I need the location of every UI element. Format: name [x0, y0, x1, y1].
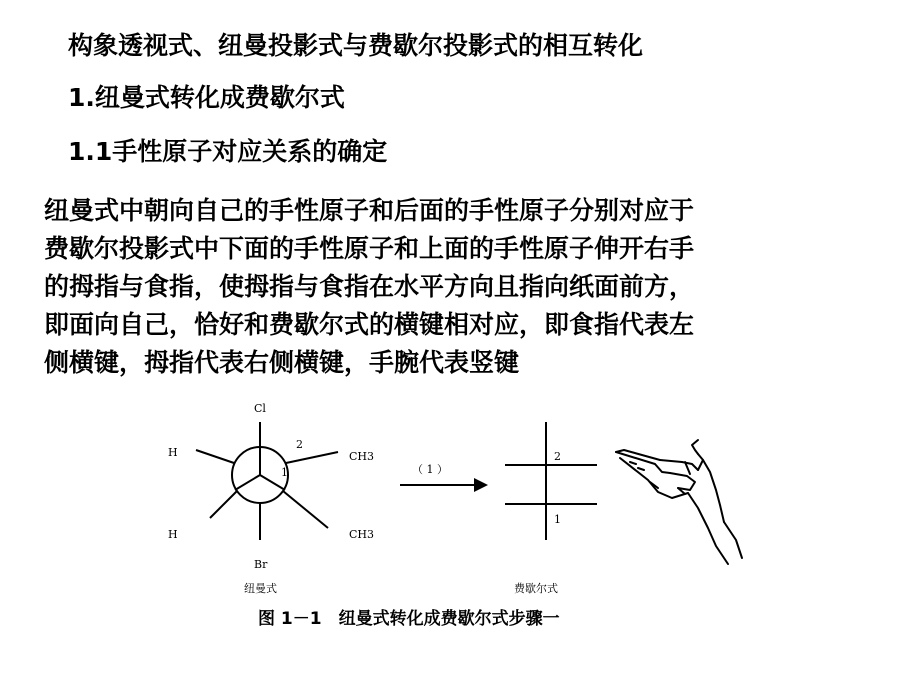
newman-upper-left-group: H	[168, 446, 178, 459]
body-line: 侧横键，拇指代表右侧横键，手腕代表竖键	[44, 348, 520, 377]
section-heading-1: 1.纽曼式转化成费歇尔式	[68, 83, 345, 112]
newman-front-atom-label: 1	[281, 466, 288, 479]
newman-lower-right-group: CH3	[349, 528, 375, 541]
newman-caption: 纽曼式	[244, 582, 277, 595]
fischer-caption: 费歇尔式	[514, 582, 558, 595]
newman-projection	[196, 422, 338, 540]
section-heading-1-1: 1.1手性原子对应关系的确定	[68, 137, 388, 166]
fischer-top-atom-label: 2	[554, 450, 561, 463]
fischer-bottom-atom-label: 1	[554, 513, 561, 526]
body-line: 的拇指与食指，使拇指与食指在水平方向且指向纸面前方，	[44, 272, 695, 301]
figure-caption: 图 1－1 纽曼式转化成费歇尔式步骤一	[258, 609, 560, 629]
body-line: 纽曼式中朝向自己的手性原子和后面的手性原子分别对应于	[44, 196, 695, 225]
front-bond-lower-left	[235, 475, 260, 490]
body-paragraph	[44, 192, 894, 382]
back-bond-upper-right	[286, 452, 338, 463]
figure-drawing	[150, 390, 770, 640]
fischer-projection	[505, 422, 597, 540]
newman-bottom-group: Br	[254, 558, 268, 571]
page-title: 构象透视式、纽曼投影式与费歇尔投影式的相互转化	[68, 31, 644, 60]
body-line: 费歇尔投影式中下面的手性原子和上面的手性原子伸开右手	[44, 234, 695, 263]
arrow-label: （ 1 ）	[412, 463, 448, 476]
back-bond-upper-left	[196, 450, 234, 463]
newman-top-group: Cl	[254, 402, 266, 415]
body-line: 即面向自己，恰好和费歇尔式的横键相对应，即食指代表左	[44, 310, 695, 339]
newman-lower-left-group: H	[168, 528, 178, 541]
back-bond-lower-left	[210, 491, 237, 518]
arrow-icon	[400, 478, 488, 492]
conversion-figure	[150, 390, 770, 640]
newman-upper-right-group: CH3	[349, 450, 375, 463]
back-bond-lower-right	[283, 491, 328, 528]
right-hand-icon	[616, 440, 742, 564]
newman-back-atom-label: 2	[296, 438, 303, 451]
